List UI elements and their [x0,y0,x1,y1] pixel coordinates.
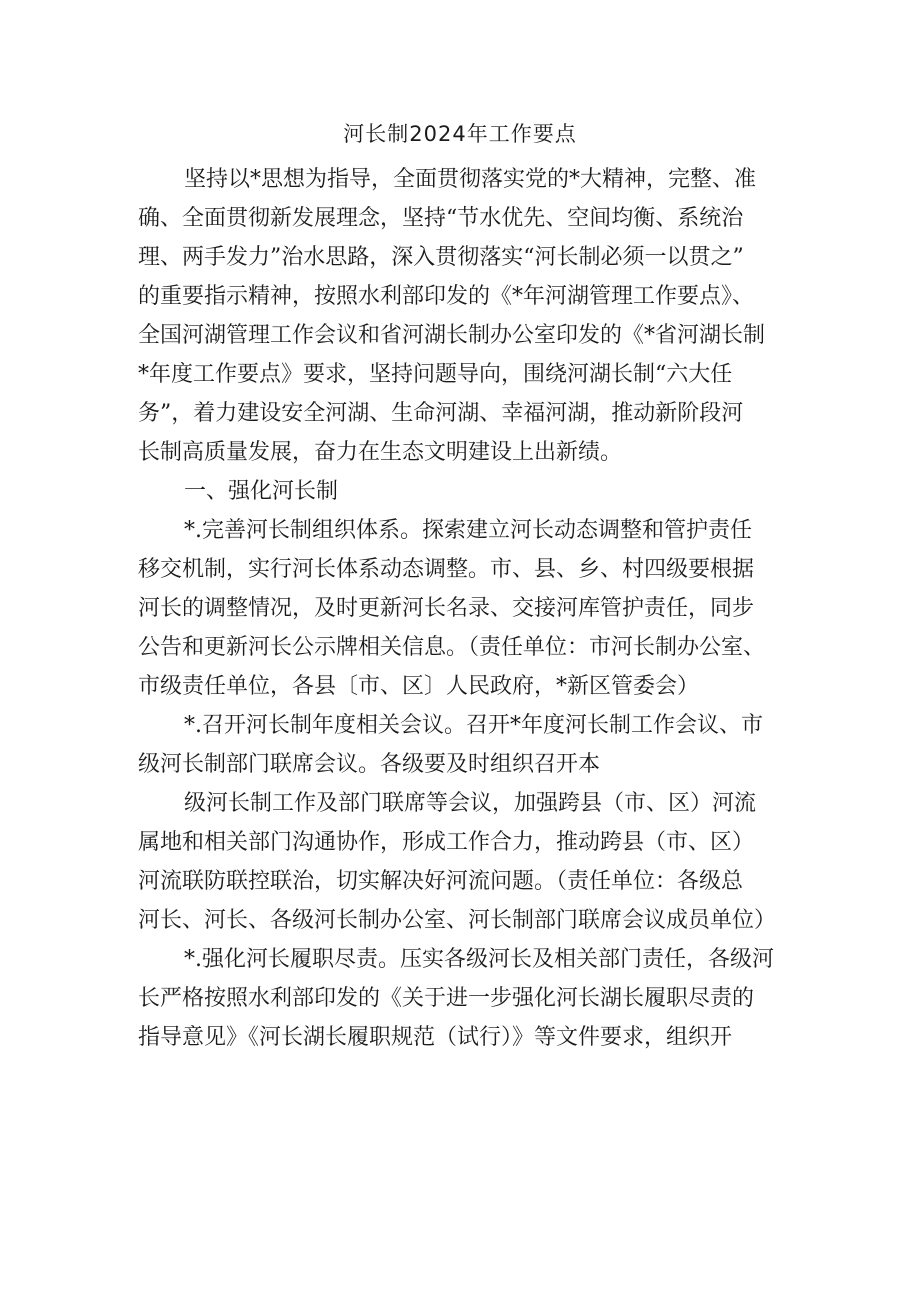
body-line-8: 长制高质量发展，奋力在生态文明建设上出新绩。 [138,440,623,465]
body-line-3: 理、两手发力”治水思路，深入贯彻落实“河长制必须一以贯之” [138,245,744,270]
body-line-23: 指导意见》《河长湖长履职规范（试行）》等文件要求，组织开 [138,1025,733,1050]
body-line-2: 确、全面贯彻新发展理念，坚持“节水优先、空间均衡、系统治 [138,206,744,231]
body-line-1: 坚持以*思想为指导，全面贯彻落实党的*大精神，完整、准 [184,167,757,192]
section-heading-1: 一、强化河长制 [184,479,339,504]
body-line-19: 河流联防联控联治，切实解决好河流问题。（责任单位：各级总 [138,869,744,894]
body-line-6: *年度工作要点》要求，坚持问题导向，围绕河湖长制“六大任 [138,362,733,387]
body-line-11: 移交机制，实行河长体系动态调整。市、县、乡、村四级要根据 [138,557,755,582]
body-line-21: *.强化河长履职尽责。压实各级河长及相关部门责任，各级河 [184,947,774,972]
body-line-22: 长严格按照水利部印发的《关于进一步强化河长湖长履职尽责的 [138,986,755,1011]
body-line-15: *.召开河长制年度相关会议。召开*年度河长制工作会议、市 [184,713,763,738]
body-line-14: 市级责任单位，各县〔市、区〕人民政府，*新区管委会） [138,674,700,699]
body-line-7: 务”，着力建设安全河湖、生命河湖、幸福河湖，推动新阶段河 [138,401,744,426]
body-line-20: 河长、河长、各级河长制办公室、河长制部门联席会议成员单位） [138,908,777,933]
body-line-5: 全国河湖管理工作会议和省河湖长制办公室印发的《*省河湖长制 [138,323,766,348]
body-line-10: *.完善河长制组织体系。探索建立河长动态调整和管护责任 [184,518,752,543]
body-line-4: 的重要指示精神，按照水利部印发的《*年河湖管理工作要点》、 [138,284,755,309]
body-line-12: 河长的调整情况，及时更新河长名录、交接河库管护责任，同步 [138,596,755,621]
document-title: 河长制2024年工作要点 [343,122,577,146]
document-body [138,160,794,1057]
body-line-18: 属地和相关部门沟通协作，形成工作合力，推动跨县（市、区） [138,830,755,855]
body-line-16: 级河长制部门联席会议。各级要及时组织召开本 [138,752,601,777]
body-line-13: 公告和更新河长公示牌相关信息。（责任单位：市河长制办公室、 [138,635,766,660]
body-line-17: 级河长制工作及部门联席等会议，加强跨县（市、区）河流 [184,791,757,816]
